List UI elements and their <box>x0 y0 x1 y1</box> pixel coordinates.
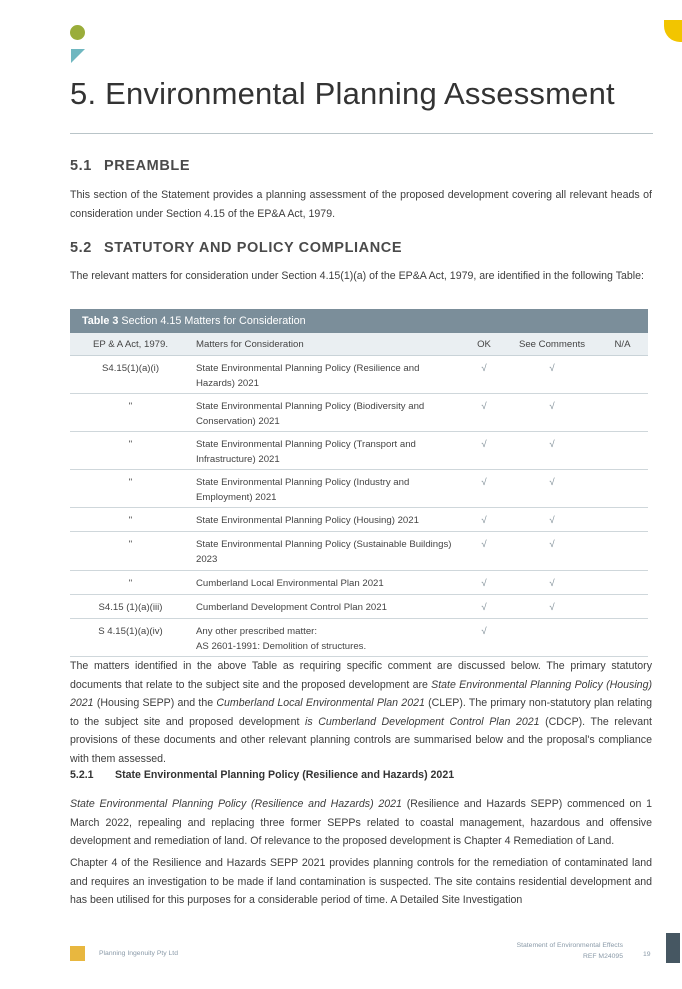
section-heading-statutory: 5.2 STATUTORY AND POLICY COMPLIANCE <box>70 240 403 256</box>
table-row: " State Environmental Planning Policy (Sustainable Buildings) 2023 √ √ <box>70 532 648 571</box>
col-header-ok: OK <box>477 338 491 350</box>
green-dot-logo <box>70 25 85 40</box>
resilience-paragraph-1: State Environmental Planning Policy (Resilience and Hazards) 2021 (Resilience and Hazards SEPP) commenced on 1 March 2022, repealing and replacing three former SEPPs related to coastal management, hazardous and offensive development and remediation of land. Of relevance to the proposed development is Chapter 4 Remediation of Land. <box>70 798 652 847</box>
col-header-na: N/A <box>614 338 631 350</box>
footer-accent-bar <box>666 933 680 963</box>
col-header-act: EP & A Act, 1979. <box>92 338 169 350</box>
table-row: S4.15(1)(a)(i) State Environmental Planning Policy (Resilience and Hazards) 2021 √ √ <box>70 356 648 394</box>
col-header-matters: Matters for Consideration <box>196 338 304 350</box>
matters-table <box>70 309 648 657</box>
statutory-intro-paragraph: The relevant matters for consideration under Section 4.15(1)(a) of the EP&A Act, 1979, are identified in the following Table: <box>70 270 644 282</box>
footer-logo-square <box>70 946 85 961</box>
resilience-paragraph-2: Chapter 4 of the Resilience and Hazards SEPP 2021 provides planning controls for the remediation of contaminated land and requires an investigation to be made if land contamination is suspected. The site contains residential development and has been utilised for this purposes for a considerable period of time. A Detailed Site Investigation <box>70 857 652 906</box>
table-row: " State Environmental Planning Policy (Transport and Infrastructure) 2021 √ √ <box>70 432 648 470</box>
subsection-heading-resilience: 5.2.1 State Environmental Planning Policy (Resilience and Hazards) 2021 <box>70 769 455 781</box>
table-row: S 4.15(1)(a)(iv) Any other prescribed matter: AS 2601-1991: Demolition of structures. √ <box>70 619 648 657</box>
page-title: 5. Environmental Planning Assessment <box>70 76 615 111</box>
teal-triangle-logo <box>71 49 85 63</box>
table-row: " State Environmental Planning Policy (Housing) 2021 √ √ <box>70 508 648 532</box>
preamble-paragraph: This section of the Statement provides a planning assessment of the proposed development covering all relevant heads of consideration under Section 4.15 of the EP&A Act, 1979. <box>70 189 652 220</box>
table-row: S4.15 (1)(a)(iii) Cumberland Development Control Plan 2021 √ √ <box>70 595 648 619</box>
table-header-row <box>70 333 648 356</box>
page-number: 19 <box>643 951 651 958</box>
yellow-corner-tab <box>664 20 682 42</box>
table-row: " State Environmental Planning Policy (Industry and Employment) 2021 √ √ <box>70 470 648 508</box>
table-caption: Table 3 Section 4.15 Matters for Consideration <box>70 309 648 333</box>
col-header-comments: See Comments <box>518 338 586 350</box>
discussion-paragraph: The matters identified in the above Table as requiring specific comment are discussed below. The primary statutory documents that relate to the subject site and the proposed development are State Environmental Planning Policy (Housing) 2021 (Housing SEPP) and the Cumberland Local Environmental Plan 2021 (CLEP). The primary non-statutory plan relating to the subject site and proposed development is Cumberland Development Control Plan 2021 (CDCP). The relevant provisions of these documents and other relevant planning controls are summarised below and the proposal's compliance with them assessed. <box>70 660 652 765</box>
title-divider <box>70 133 653 134</box>
section-heading-preamble: 5.1 PREAMBLE <box>70 158 191 174</box>
table-row: " Cumberland Local Environmental Plan 2021 √ √ <box>70 571 648 595</box>
table-row: " State Environmental Planning Policy (Biodiversity and Conservation) 2021 √ √ <box>70 394 648 432</box>
footer-company: Planning Ingenuity Pty Ltd <box>99 950 178 957</box>
footer-doc-info: Statement of Environmental Effects REF M24095 <box>516 942 623 960</box>
